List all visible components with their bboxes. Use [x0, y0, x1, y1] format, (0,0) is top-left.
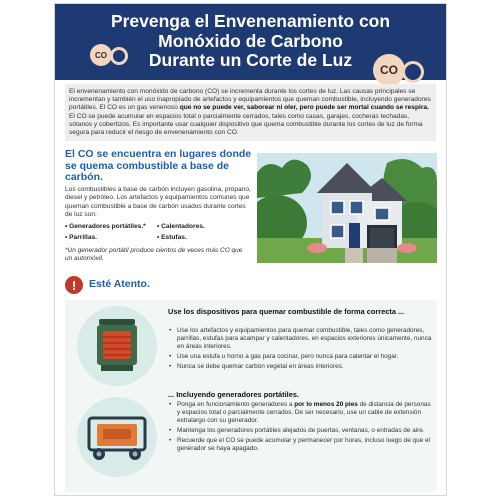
- list-item: [168, 401, 433, 425]
- list-item-text: de distancia de personas y espacios total o parcialmente cerrados. De ser necesario, use un cable de extensión extralargo con su generador.: [177, 401, 431, 424]
- list-item: • Nunca se debe quemar carbón vegetal en áreas interiores.: [168, 363, 433, 371]
- list-item-bold: por lo menos 20 pies: [294, 401, 358, 408]
- list-item-text: Ponga en funcionamiento generadores a: [177, 401, 295, 408]
- intro-text-1: El envenenamiento con monóxido de carbono (CO) se incrementa durante los cortes de luz. Las causas principales se incrementan y también el uso inapropiado de artefactos y equipamientos que queman combustible, incluyendo generadores portátiles. El CO es un gas venenoso: [69, 88, 431, 112]
- generators-list: [168, 401, 433, 454]
- intro-paragraph: [65, 84, 436, 141]
- list-item-text: Parrillas.: [69, 234, 97, 241]
- list-item-generators: • Generadores portátiles.*: [65, 223, 146, 230]
- co-molecule-icon-small: CO: [90, 44, 112, 66]
- co-ring-icon: [402, 61, 424, 83]
- co-molecule-icon: CO: [373, 54, 405, 86]
- list-column-1: [65, 221, 157, 243]
- list-column-2: [157, 221, 249, 243]
- list-item: • Use los artefactos y equipamientos para quemar combustible, tales como generadores, parrillas, estufas para acampar y calentadores, en espacios exteriores únicamente, nunca en áreas interiores.: [168, 327, 433, 351]
- intro-bold: que no se puede ver, saborear ni oler, pero puede ser mortal cuando se respira.: [179, 104, 429, 112]
- list-item-grills: • Parrillas.: [65, 234, 97, 241]
- house-illustration: [257, 153, 437, 263]
- alert-heading: Esté Atento.: [89, 278, 150, 290]
- heater-icon: [93, 317, 141, 375]
- generator-icon: [85, 414, 149, 462]
- list-item: • Use una estufa u horno a gas para cocinar, pero nunca para calentar el hogar.: [168, 353, 433, 361]
- title-line-2: Monóxido de Carbono: [158, 30, 343, 51]
- flyer-page: [54, 3, 447, 496]
- devices-list: [168, 327, 433, 373]
- list-item-text: Estufas.: [161, 234, 187, 241]
- list-item-heaters: • Calentadores.: [157, 223, 205, 230]
- co-ring-icon-small: [110, 47, 128, 65]
- fuel-description: Los combustibles a base de carbón incluyen gasolina, propano, diesel y petróleo. Los artefactos y equipamientos comunes que queman combustible a base de carbón usados durante cortes de luz son:: [65, 186, 251, 218]
- intro-text-2: El CO se puede acumular en espacios total o parcialmente cerrados, tales como casas, garajes, cocheras techadas, sótanos y cobertizos. Es importante usar cualquier dispositivo que quema combustible durante los cortes de luz de forma segura para reducir el riesgo de envenenamiento con CO.: [69, 112, 423, 137]
- list-item-stoves: • Estufas.: [157, 234, 187, 241]
- title-line-1: Prevenga el Envenenamiento con: [110, 11, 391, 31]
- list-item-text: Calentadores.: [161, 223, 205, 230]
- list-item: • Recuerde que el CO se puede acumular y permanecer por horas, incluso luego de que el generador se haya apagado.: [168, 437, 433, 453]
- section-title-co-sources: El CO se encuentra en lugares donde se quema combustible a base de carbón.: [65, 148, 252, 183]
- exclamation-icon: !: [65, 276, 83, 294]
- fuel-appliance-list: [65, 221, 255, 243]
- list-item-text: Generadores portátiles.*: [69, 223, 146, 230]
- list-item: • Mantenga los generadores portátiles alejados de puertas, ventanas, o entradas de aire.: [168, 427, 433, 435]
- title-line-3: Durante un Corte de Luz: [148, 50, 353, 70]
- header-banner: [55, 4, 446, 80]
- devices-heading: Use los dispositivos para quemar combustible de forma correcta ...: [168, 307, 405, 316]
- generators-heading: ... Incluyendo generadores portátiles.: [168, 390, 300, 399]
- generator-footnote: *Un generador portátil produce cientos de veces más CO que un automóvil.: [65, 247, 243, 262]
